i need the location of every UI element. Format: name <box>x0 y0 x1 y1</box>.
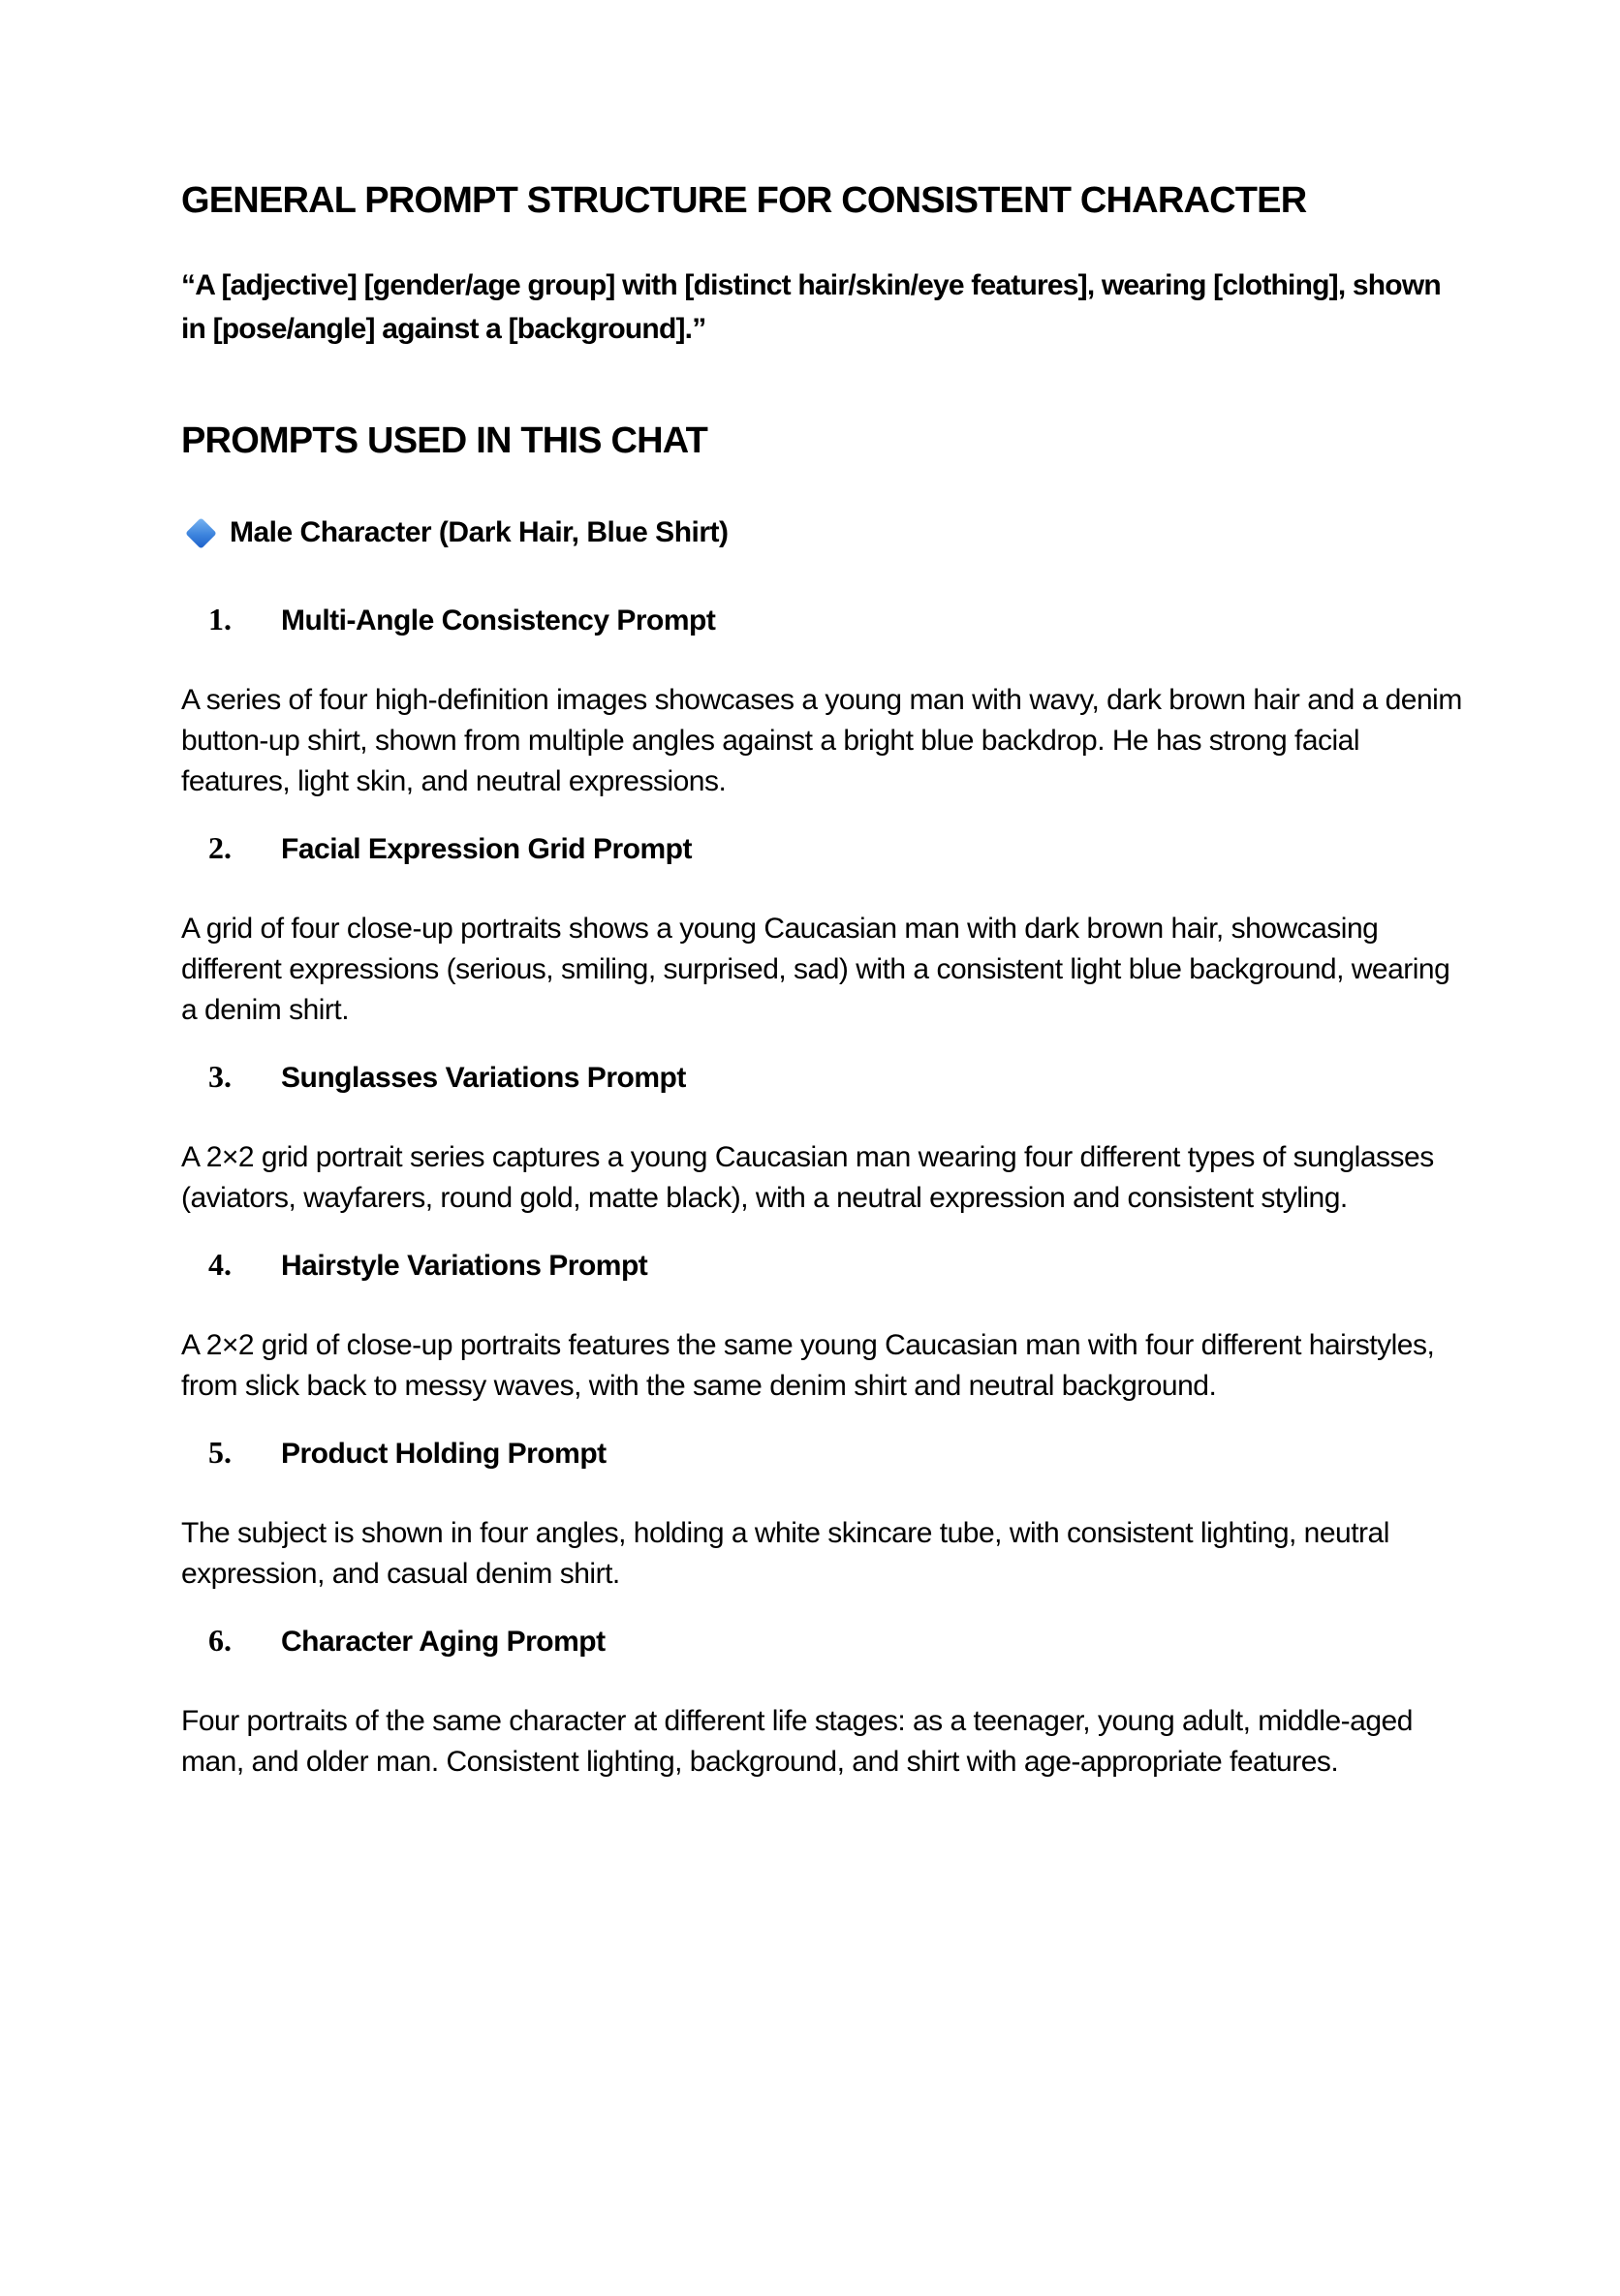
prompt-heading-1 <box>181 599 1466 641</box>
prompt-heading-4 <box>181 1244 1466 1287</box>
prompt-description-2: A grid of four close-up portraits shows a young Caucasian man with dark brown hair, showcasing different expressions (serious, smiling, surprised, sad) with a consistent light blue background, wearing a denim shirt. <box>181 913 1450 1026</box>
prompt-heading-3 <box>181 1056 1466 1099</box>
prompt-number: 2. <box>208 830 232 865</box>
prompt-title: Character Aging Prompt <box>281 1626 606 1658</box>
prompt-title: Sunglasses Variations Prompt <box>281 1062 686 1094</box>
prompt-title: Multi-Angle Consistency Prompt <box>281 605 716 636</box>
character-heading <box>181 512 1466 554</box>
prompt-description-6: Four portraits of the same character at different life stages: as a teenager, young adult, middle-aged man, and older man. Consistent lighting, background, and shirt with age-appropriate features. <box>181 1705 1413 1778</box>
prompt-number: 1. <box>208 602 232 636</box>
document-canvas <box>0 178 1620 2296</box>
prompt-number: 5. <box>208 1435 232 1470</box>
document-title: GENERAL PROMPT STRUCTURE FOR CONSISTENT CHARACTER <box>181 180 1307 221</box>
document-page <box>181 178 1466 1783</box>
prompt-description-1: A series of four high-definition images showcases a young man with wavy, dark brown hair and a denim button-up shirt, shown from multiple angles against a bright blue backdrop. He has strong facial features, light skin, and neutral expressions. <box>181 684 1462 797</box>
prompt-number: 6. <box>208 1623 232 1658</box>
prompt-heading-5 <box>181 1432 1466 1474</box>
prompt-number: 3. <box>208 1059 232 1094</box>
prompt-title: Product Holding Prompt <box>281 1438 607 1470</box>
prompt-title: Hairstyle Variations Prompt <box>281 1250 648 1282</box>
prompt-template-quote: “A [adjective] [gender/age group] with [distinct hair/skin/eye features], wearing [clothing], shown in [pose/angle] against a [background].” <box>181 269 1441 345</box>
prompt-heading-6 <box>181 1620 1466 1662</box>
prompt-title: Facial Expression Grid Prompt <box>281 833 692 865</box>
prompt-number: 4. <box>208 1247 232 1282</box>
prompt-description-5: The subject is shown in four angles, holding a white skincare tube, with consistent lighting, neutral expression, and casual denim shirt. <box>181 1517 1389 1590</box>
prompt-description-4: A 2×2 grid of close-up portraits features the same young Caucasian man with four different hairstyles, from slick back to messy waves, with the same denim shirt and neutral background. <box>181 1329 1435 1402</box>
section-heading: PROMPTS USED IN THIS CHAT <box>181 420 707 461</box>
prompt-heading-2 <box>181 827 1466 870</box>
prompt-description-3: A 2×2 grid portrait series captures a young Caucasian man wearing four different types of sunglasses (aviators, wayfarers, round gold, matte black), with a neutral expression and consistent styling. <box>181 1141 1434 1214</box>
character-heading-label: Male Character (Dark Hair, Blue Shirt) <box>230 516 729 548</box>
blue-diamond-icon <box>185 517 217 549</box>
